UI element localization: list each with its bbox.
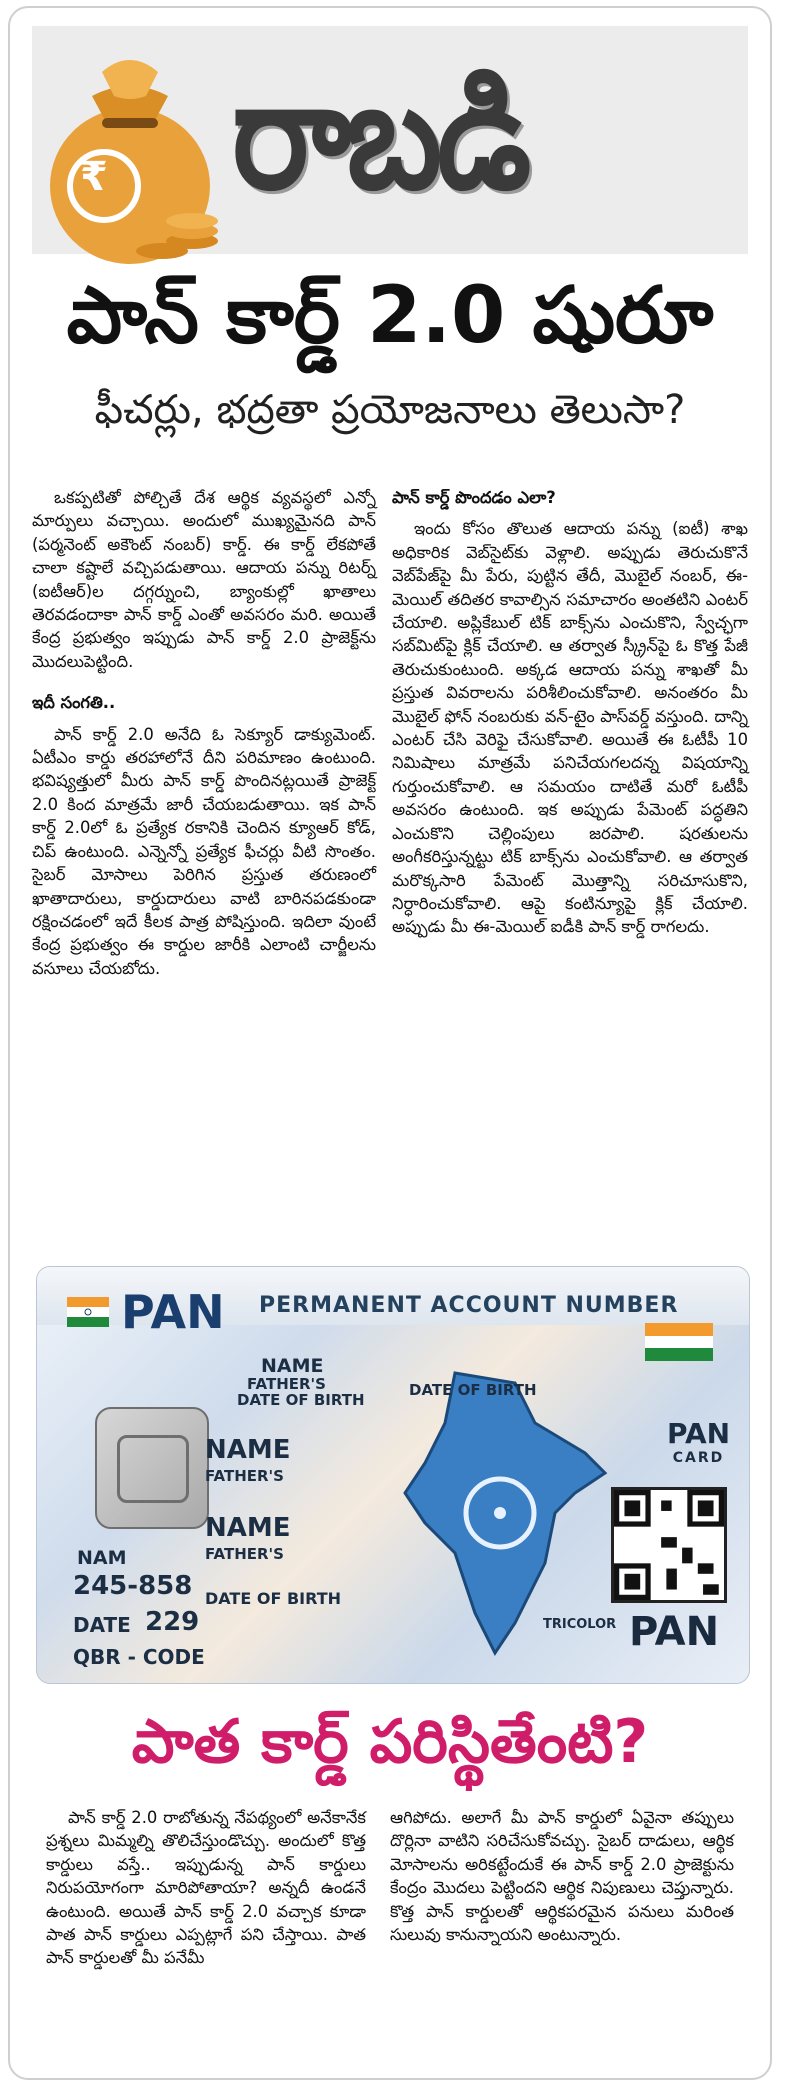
pan-card-illustration: [36, 1266, 750, 1684]
card-name-2: NAME: [205, 1435, 291, 1465]
bottom-right-paragraph: ఆగిపోదు. అలాగే మీ పాన్ కార్డులో ఏవైనా తప్పులు దొర్లినా వాటిని సరిచేసుకోవచ్చు. సైబర్ దాడులు, ఆర్థిక మోసాలను అరికట్టేందుకే ఈ పాన్ కార్డ్ 2.0 ప్రాజెక్టును కేంద్రం మొదలు పెట్టిందని ఆర్థిక నిపుణులు చెప్తున్నారు. కొత్త పాన్ కార్డులతో ఆర్థికపరమైన పనులు మరింత సులువు కానున్నాయని అంటున్నారు.: [390, 1808, 734, 1945]
card-dob-right: DATE OF BIRTH: [409, 1381, 537, 1399]
card-fathers-2: FATHER'S: [205, 1467, 284, 1485]
card-name-3: NAME: [205, 1513, 291, 1543]
headline: పాన్ కార్డ్ 2.0 షురూ: [66, 271, 714, 361]
card-dob-1: DATE OF BIRTH: [237, 1391, 365, 1409]
india-flag-icon: [67, 1297, 109, 1327]
bottom-right-column: [390, 1806, 734, 1946]
masthead: [32, 26, 748, 254]
bottom-left-column: [46, 1806, 366, 1970]
card-dob-3: DATE OF BIRTH: [205, 1589, 341, 1608]
card-permanent-account-number: PERMANENT ACCOUNT NUMBER: [259, 1293, 679, 1318]
pan-card-badge: [667, 1417, 730, 1466]
qr-code-icon: [611, 1487, 727, 1603]
card-nam-label: NAM: [77, 1547, 127, 1569]
left-column: [32, 486, 376, 980]
card-tricolor: TRICOLOR: [543, 1617, 617, 1632]
headline-old-card: పాత కార్డ్ పరిస్థితేంటి?: [131, 1707, 649, 1777]
subheadline: ఫీచర్లు, భద్రతా ప్రయోజనాలు తెలుసా?: [94, 387, 686, 433]
badge-pan: PAN: [667, 1417, 731, 1450]
newspaper-page: [8, 6, 772, 2080]
section-title-how-to-get: పాన్ కార్డ్ పొందడం ఎలా?: [392, 488, 556, 507]
card-name-1: NAME: [261, 1355, 324, 1377]
intro-paragraph: ఒకప్పటితో పోల్చితే దేశ ఆర్థిక వ్యవస్థలో ఎన్నో మార్పులు వచ్చాయి. అందులో ముఖ్యమైనది పాన్ (పర్మనెంట్ అకౌంట్ నంబర్) కార్డ్. ఈ కార్డ్ లేకపోతే చాలా కష్టాలే వచ్చిపడుతాయి. ఆదాయ పన్ను రిటర్న్ (ఐటీఆర్)ల దగ్గర్నుంచి, బ్యాంకుల్లో ఖాతాలు తెరవడందాకా పాన్ కార్డ్ ఎంతో అవసరం మరి. అయితే కేంద్ర ప్రభుత్వం ఇప్పుడు పాన్ కార్డ్ 2.0 ప్రాజెక్ట్‌ను మొదలుపెట్టింది.: [32, 488, 376, 671]
card-pan-title: PAN: [121, 1285, 225, 1339]
money-bag-icon: [42, 36, 222, 276]
badge-card: CARD: [672, 1450, 725, 1466]
section-paragraph: పాన్ కార్డ్ 2.0 అనేది ఓ సెక్యూర్ డాక్యుమెంట్. ఏటీఎం కార్డు తరహాలోనే దీని పరిమాణం ఉంటుంది. భవిష్యత్తులో మీరు పాన్ కార్డ్ పొందినట్లయితే ప్రాజెక్ట్ 2.0 కింద మాత్రమే జారీ చేయబడుతాయి. ఇక పాన్ కార్డ్ 2.0లో ఓ ప్రత్యేక రకానికి చెందిన క్యూఆర్ కోడ్, చిప్ ఉంటుంది. ఎన్నెన్నో ప్రత్యేక ఫీచర్లు వీటి సొంతం. సైబర్ మోసాలు పెరిగిన ప్రస్తుత తరుణంలో ఖాతాదారులు, కార్డుదారులు వాటి బారినపడకుండా రక్షించడంలో ఇదే కీలక పాత్ర పోషిస్తుంది. ఇదిలా వుంటే కేంద్ర ప్రభుత్వం ఈ కార్డుల జారీకి ఎలాంటి చార్జీలను వసూలు చేయబోదు.: [32, 724, 376, 978]
card-pan-bottom: PAN: [629, 1609, 720, 1655]
right-column: [392, 486, 748, 939]
card-chip-icon: [95, 1407, 209, 1529]
card-fathers-3: FATHER'S: [205, 1545, 284, 1563]
rupee-symbol: ₹: [80, 154, 108, 200]
india-flag-right-icon: [645, 1323, 713, 1361]
card-number: 245-858: [73, 1571, 193, 1601]
masthead-title: రాబడి: [232, 49, 527, 223]
section-title-idi-sangati: ఇదీ సంగతి..: [32, 693, 116, 713]
card-date-value: 229: [145, 1607, 200, 1637]
how-to-paragraph: ఇందు కోసం తొలుత ఆదాయ పన్ను (ఐటీ) శాఖ అధికారిక వెబ్‌సైట్‌కు వెళ్లాలి. అప్పుడు తెరుచుకొనే వెబ్‌పేజ్‌పై మీ పేరు, పుట్టిన తేదీ, మొబైల్ నంబర్, ఈ-మెయిల్ తదితర కావాల్సిన సమాచారం అంతటిని ఎంటర్ చేయాలి. అప్లికేబుల్ టిక్ బాక్స్‌ను ఎంచుకొని, స్వేచ్ఛగా సబ్‌మిట్‌పై క్లిక్ చేయాలి. ఆ తర్వాత స్క్రీన్‌పై ఓ కొత్త పేజీ తెరుచుకుంటుంది. అక్కడ ఆదాయ పన్ను శాఖతో మీ ప్రస్తుత వివరాలను పరిశీలించుకోవాలి. అనంతరం మీ మొబైల్ ఫోన్ నంబరుకు వన్-టైం పాస్‌వర్డ్ వస్తుంది. దాన్ని ఎంటర్ చేసి వెరిఫై చేసుకోవాలి. అయితే ఈ ఓటీపీ 10 నిమిషాలు మాత్రమే పనిచేయగలదన్న విషయాన్ని గుర్తుంచుకోవాలి. ఆ సమయం దాటితే మరో ఓటీపీ అవసరం ఉంటుంది. ఇక అప్పుడు పేమెంట్ పద్ధతిని ఎంచుకొని చెల్లింపులు జరపాలి. షరతులను అంగీకరిస్తున్నట్టు టిక్ బాక్స్‌ను ఎంచుకోవాలి. ఆ తర్వాత మరొక్కసారి పేమెంట్ మొత్తాన్ని సరిచూసుకొని, నిర్ధారించుకోవాలి. ఆపై కంటిన్యూపై క్లిక్ చేయాలి. అప్పుడు మీ ఈ-మెయిల్ ఐడీకి పాన్ కార్డ్ రాగలదు.: [392, 519, 748, 937]
bottom-left-paragraph: పాన్ కార్డ్ 2.0 రాబోతున్న నేపథ్యంలో అనేకానేక ప్రశ్నలు మిమ్మల్ని తొలిచేస్తుండొచ్చు. అందులో కొత్త కార్డులు వస్తే.. ఇప్పుడున్న పాన్ కార్డులు నిరుపయోగంగా మారిపోతాయా? అన్నదీ ఉండనే ఉంటుంది. అయితే పాన్ కార్డ్ 2.0 వచ్చాక కూడా పాత పాన్ కార్డులు ఎప్పట్లాగే పని చేస్తాయి. పాత పాన్ కార్డులతో మీ పనేమీ: [46, 1808, 366, 1968]
card-fathers-1: FATHER'S: [247, 1375, 326, 1393]
card-date-label: DATE: [73, 1613, 131, 1637]
card-qr-label: QBR - CODE: [73, 1645, 205, 1669]
